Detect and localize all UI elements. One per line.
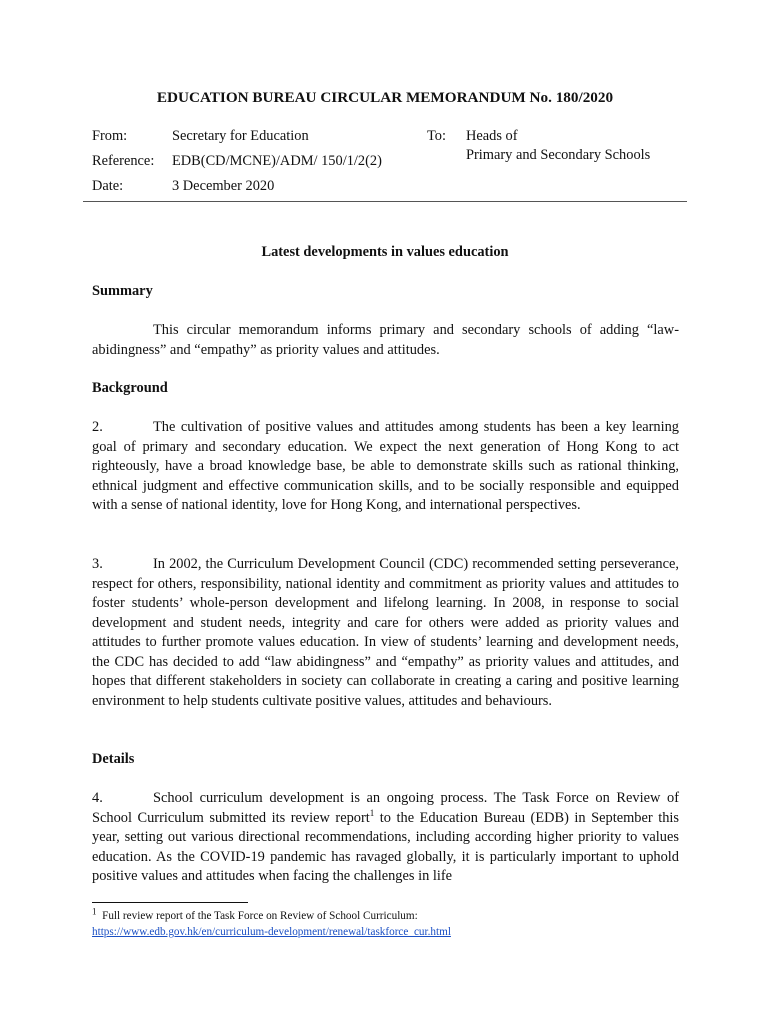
summary-heading: Summary [92,283,153,299]
header-divider [83,201,687,202]
from-value: Secretary for Education [172,128,309,144]
summary-text: This circular memorandum informs primary and secondary schools of adding “law-abidingness” and “empathy” as priority values and attitudes. [92,322,679,358]
paragraph-number: 2. [92,419,103,435]
paragraph-4-text-a: School curriculum development is an ongoing process. The Task Force on Review of School Curriculum submitted its review report [92,790,679,826]
to-line-1: Heads of [466,128,518,144]
footnote [92,908,679,940]
details-heading: Details [92,751,135,767]
from-label: From: [92,128,128,144]
summary-paragraph [92,321,679,360]
footnote-marker: 1 [92,906,97,917]
background-heading: Background [92,380,168,396]
to-line-2: Primary and Secondary Schools [466,147,651,163]
paragraph-4-text-b: to the Education Bureau (EDB) in September this year, setting out various directional recommendations, including according higher priority to values education. As the COVID-19 pandemic has ravaged globally, it is particularly important to uphold positive values and attitudes when facing the challenges in life [92,809,679,884]
paragraph-number: 4. [92,790,103,806]
paragraph-3-text: In 2002, the Curriculum Development Council (CDC) recommended setting perseverance, respect for others, responsibility, national identity and commitment as priority values and attitudes to foster students’ whole-person development and lifelong learning. In 2008, in response to social development and student needs, integrity and care for others were added as priority values and attitudes to further promote values education. In view of students’ learning and development needs, the CDC has decided to add “law abidingness” and “empathy” as priority values and attitudes, and hopes that different stakeholders in society can collaborate in creating a caring and positive learning environment to help students cultivate positive values, attitudes and behaviours. [92,556,679,709]
footnote-reference[interactable]: 1 [369,807,375,818]
reference-value: EDB(CD/MCNE)/ADM/ 150/1/2(2) [172,153,382,169]
memo-title: EDUCATION BUREAU CIRCULAR MEMORANDUM No. 180/2020 [156,89,614,106]
date-label: Date: [92,178,124,194]
to-label: To: [427,128,446,144]
footnote-link[interactable]: https://www.edb.gov.hk/en/curriculum-development/renewal/taskforce_cur.html [92,926,451,938]
footnote-divider [92,902,248,903]
reference-label: Reference: [92,153,155,169]
date-value: 3 December 2020 [172,178,275,194]
paragraph-4 [92,789,679,887]
paragraph-2 [92,418,679,516]
paragraph-number: 3. [92,556,103,572]
subject-heading: Latest developments in values education [261,244,509,260]
footnote-text: Full review report of the Task Force on Review of School Curriculum: [102,910,418,922]
paragraph-2-text: The cultivation of positive values and attitudes among students has been a key learning goal of primary and secondary education. We expect the next generation of Hong Kong to act righteously, have a broad knowledge base, be able to demonstrate skills such as rational thinking, ethnical judgment and effective communication skills, and to be socially responsible and equipped with a sense of national identity, love for Hong Kong, and international perspectives. [92,419,679,513]
paragraph-3 [92,555,679,711]
